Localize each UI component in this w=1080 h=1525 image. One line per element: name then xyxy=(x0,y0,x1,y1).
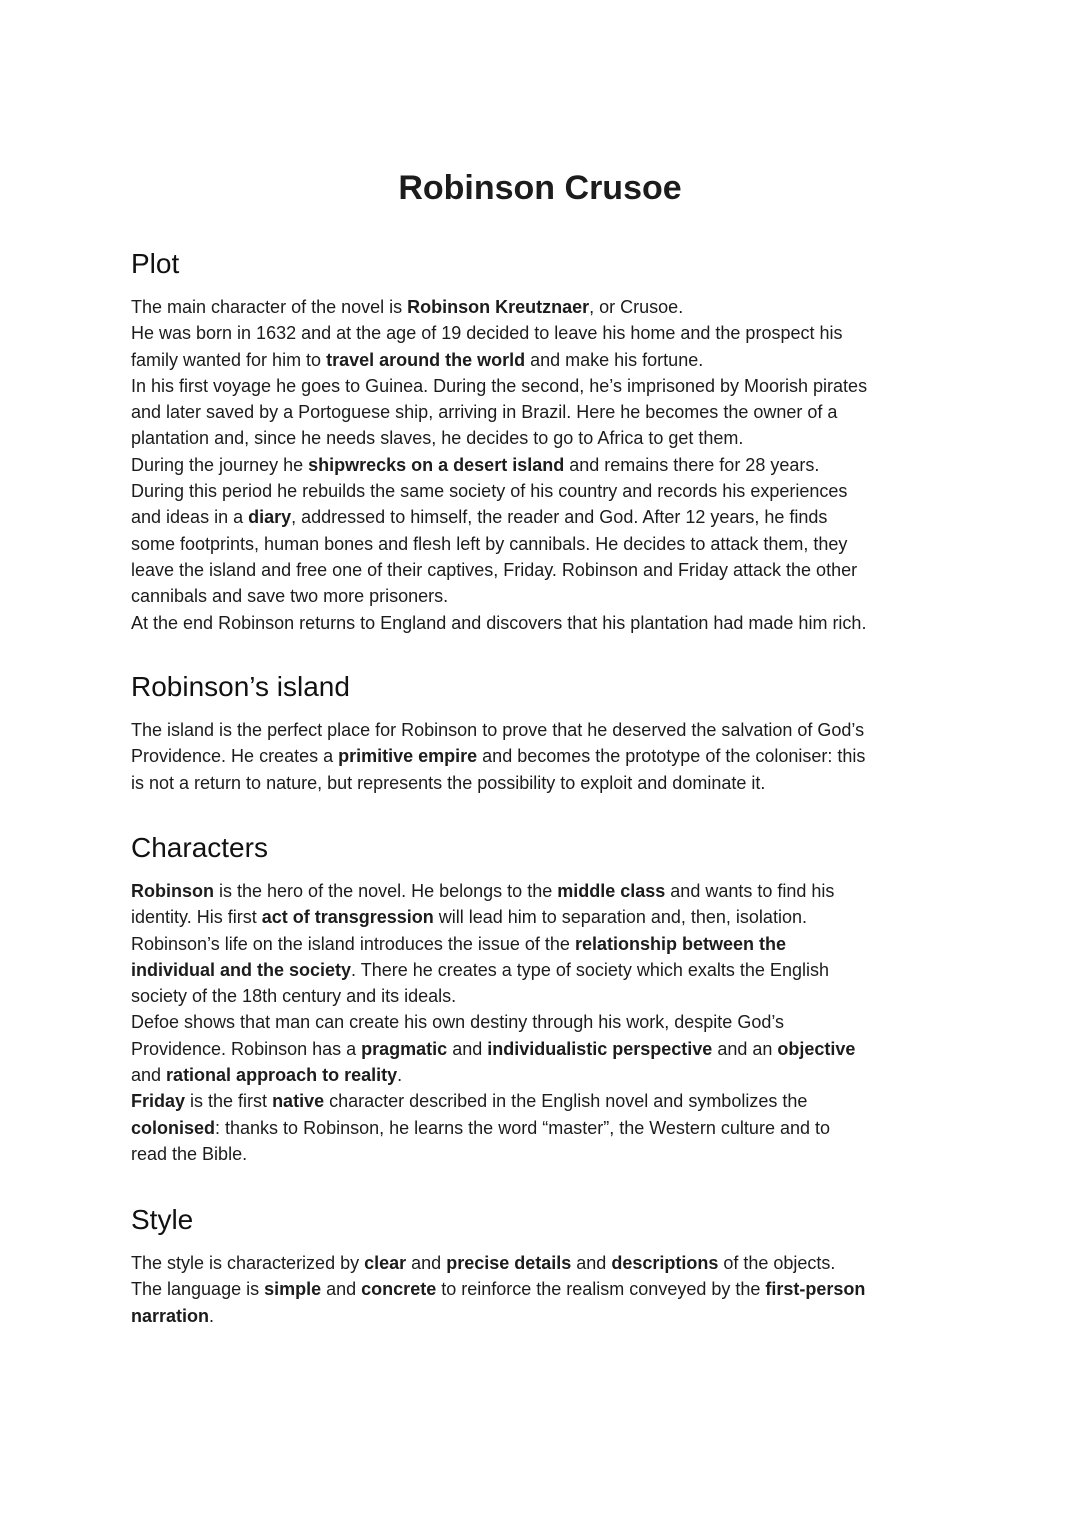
text-line xyxy=(131,347,961,373)
bold-text: concrete xyxy=(361,1279,437,1300)
bold-text: pragmatic xyxy=(361,1038,448,1059)
text-run: , addressed to himself, the reader and God. After 12 years, he finds xyxy=(291,507,828,528)
text-run: Providence. He creates a xyxy=(131,746,339,767)
text-line xyxy=(131,478,961,504)
section-characters xyxy=(131,830,961,1167)
text-run: and ideas in a xyxy=(131,507,249,528)
text-line xyxy=(131,557,961,583)
section-heading: Characters xyxy=(131,832,268,863)
text-run: The island is the perfect place for Robinson to prove that he deserved the salvation of God’s xyxy=(131,720,865,740)
text-line xyxy=(131,717,961,743)
text-run: During the journey he xyxy=(131,454,309,475)
bold-text: primitive empire xyxy=(338,746,478,767)
text-run: and xyxy=(131,1065,167,1086)
text-line xyxy=(131,904,961,930)
text-run: . xyxy=(397,1065,403,1086)
text-line xyxy=(131,1009,961,1035)
text-run: family wanted for him to xyxy=(131,349,327,370)
text-run: character described in the English novel and symbolizes the xyxy=(324,1091,808,1112)
bold-text: objective xyxy=(777,1038,856,1059)
text-line xyxy=(131,373,961,399)
section-heading: Plot xyxy=(131,248,180,279)
text-run: Robinson’s life on the island introduces the issue of the xyxy=(131,933,575,954)
text-line xyxy=(131,452,961,478)
section-body xyxy=(131,878,961,1167)
text-run: and an xyxy=(712,1038,778,1059)
text-run: identity. His first xyxy=(131,907,262,928)
bold-text: act of transgression xyxy=(261,907,434,928)
text-line xyxy=(131,1088,961,1114)
text-run: . There he creates a type of society which exalts the English xyxy=(351,959,829,980)
text-run: and wants to find his xyxy=(665,881,835,901)
text-line xyxy=(131,425,961,451)
bold-text: narration xyxy=(131,1305,210,1326)
section-body xyxy=(131,1250,961,1329)
text-run: cannibals and save two more prisoners. xyxy=(131,586,449,607)
text-run: He was born in 1632 and at the age of 19 decided to leave his home and the prospect his xyxy=(131,323,843,344)
text-run: The main character of the novel is xyxy=(131,297,408,317)
bold-text: simple xyxy=(264,1279,322,1300)
text-run: , or Crusoe. xyxy=(589,297,684,317)
bold-text: descriptions xyxy=(611,1253,719,1273)
bold-text: relationship between the xyxy=(574,933,786,954)
text-line xyxy=(131,1115,961,1141)
text-line xyxy=(131,1062,961,1088)
text-run: read the Bible. xyxy=(131,1143,248,1164)
text-line xyxy=(131,743,961,769)
text-run: of the objects. xyxy=(718,1253,836,1273)
text-line xyxy=(131,878,961,904)
text-run: is not a return to nature, but represents the possibility to exploit and dominate it. xyxy=(131,772,766,793)
bold-text: precise details xyxy=(446,1253,572,1273)
text-line xyxy=(131,399,961,425)
text-line xyxy=(131,931,961,957)
text-run: : thanks to Robinson, he learns the word “master”, the Western culture and to xyxy=(215,1117,830,1138)
text-line xyxy=(131,583,961,609)
text-line xyxy=(131,1141,961,1167)
text-run: to reinforce the realism conveyed by the xyxy=(436,1279,766,1300)
bold-text: travel around the world xyxy=(326,349,526,370)
text-line xyxy=(131,1276,961,1302)
text-run: and make his fortune. xyxy=(525,349,704,370)
section-plot xyxy=(131,246,961,636)
section-robinsons-island xyxy=(131,669,961,796)
text-run: Defoe shows that man can create his own destiny through his work, despite God’s xyxy=(131,1012,785,1033)
text-run: society of the 18th century and its ideals. xyxy=(131,986,457,1007)
bold-text: Friday xyxy=(131,1091,186,1112)
section-heading: Style xyxy=(131,1204,194,1235)
text-run: and remains there for 28 years. xyxy=(564,454,820,475)
bold-text: first-person xyxy=(765,1279,866,1300)
text-run: During this period he rebuilds the same society of his country and records his experiences xyxy=(131,481,848,502)
text-line xyxy=(131,1036,961,1062)
text-line xyxy=(131,957,961,983)
text-run: will lead him to separation and, then, isolation. xyxy=(433,907,807,928)
bold-text: middle class xyxy=(557,881,666,901)
text-run: is the hero of the novel. He belongs to the xyxy=(214,881,558,901)
text-line xyxy=(131,983,961,1009)
section-style xyxy=(131,1202,961,1329)
text-run: Providence. Robinson has a xyxy=(131,1038,362,1059)
text-run: and xyxy=(321,1279,362,1300)
text-run: and xyxy=(406,1253,447,1273)
bold-text: individual and the society xyxy=(131,959,352,980)
text-run: and xyxy=(571,1253,612,1273)
text-run: At the end Robinson returns to England and discovers that his plantation had made him rich. xyxy=(131,612,867,633)
text-run: some footprints, human bones and flesh left by cannibals. He decides to attack them, they xyxy=(131,533,848,554)
document-title: Robinson Crusoe xyxy=(398,169,682,207)
text-run: and becomes the prototype of the coloniser: this xyxy=(477,746,866,767)
text-run: The style is characterized by xyxy=(131,1253,365,1273)
bold-text: shipwrecks on a desert island xyxy=(308,454,565,475)
bold-text: diary xyxy=(248,507,292,528)
bold-text: native xyxy=(272,1091,325,1112)
section-body xyxy=(131,717,961,796)
text-run: is the first xyxy=(185,1091,273,1112)
bold-text: Robinson Kreutznaer xyxy=(407,297,590,317)
text-run: plantation and, since he needs slaves, he decides to go to Africa to get them. xyxy=(131,428,744,449)
text-line xyxy=(131,1250,961,1276)
text-run: and xyxy=(447,1038,488,1059)
bold-text: rational approach to reality xyxy=(166,1065,398,1086)
section-heading: Robinson’s island xyxy=(131,671,350,702)
text-run: leave the island and free one of their captives, Friday. Robinson and Friday attack the other xyxy=(131,559,858,580)
text-run: . xyxy=(209,1305,215,1326)
text-line xyxy=(131,770,961,796)
text-run: The language is xyxy=(131,1279,265,1300)
text-line xyxy=(131,294,961,320)
text-line xyxy=(131,610,961,636)
bold-text: Robinson xyxy=(131,881,214,901)
text-line xyxy=(131,1303,961,1329)
bold-text: clear xyxy=(364,1253,407,1273)
bold-text: individualistic perspective xyxy=(487,1038,713,1059)
bold-text: colonised xyxy=(131,1117,216,1138)
text-run: In his first voyage he goes to Guinea. During the second, he’s imprisoned by Moorish pirates xyxy=(131,375,868,396)
section-body xyxy=(131,294,961,636)
text-line xyxy=(131,504,961,530)
text-line xyxy=(131,531,961,557)
text-line xyxy=(131,320,961,346)
text-run: and later saved by a Portoguese ship, arriving in Brazil. Here he becomes the owner of a xyxy=(131,402,838,423)
